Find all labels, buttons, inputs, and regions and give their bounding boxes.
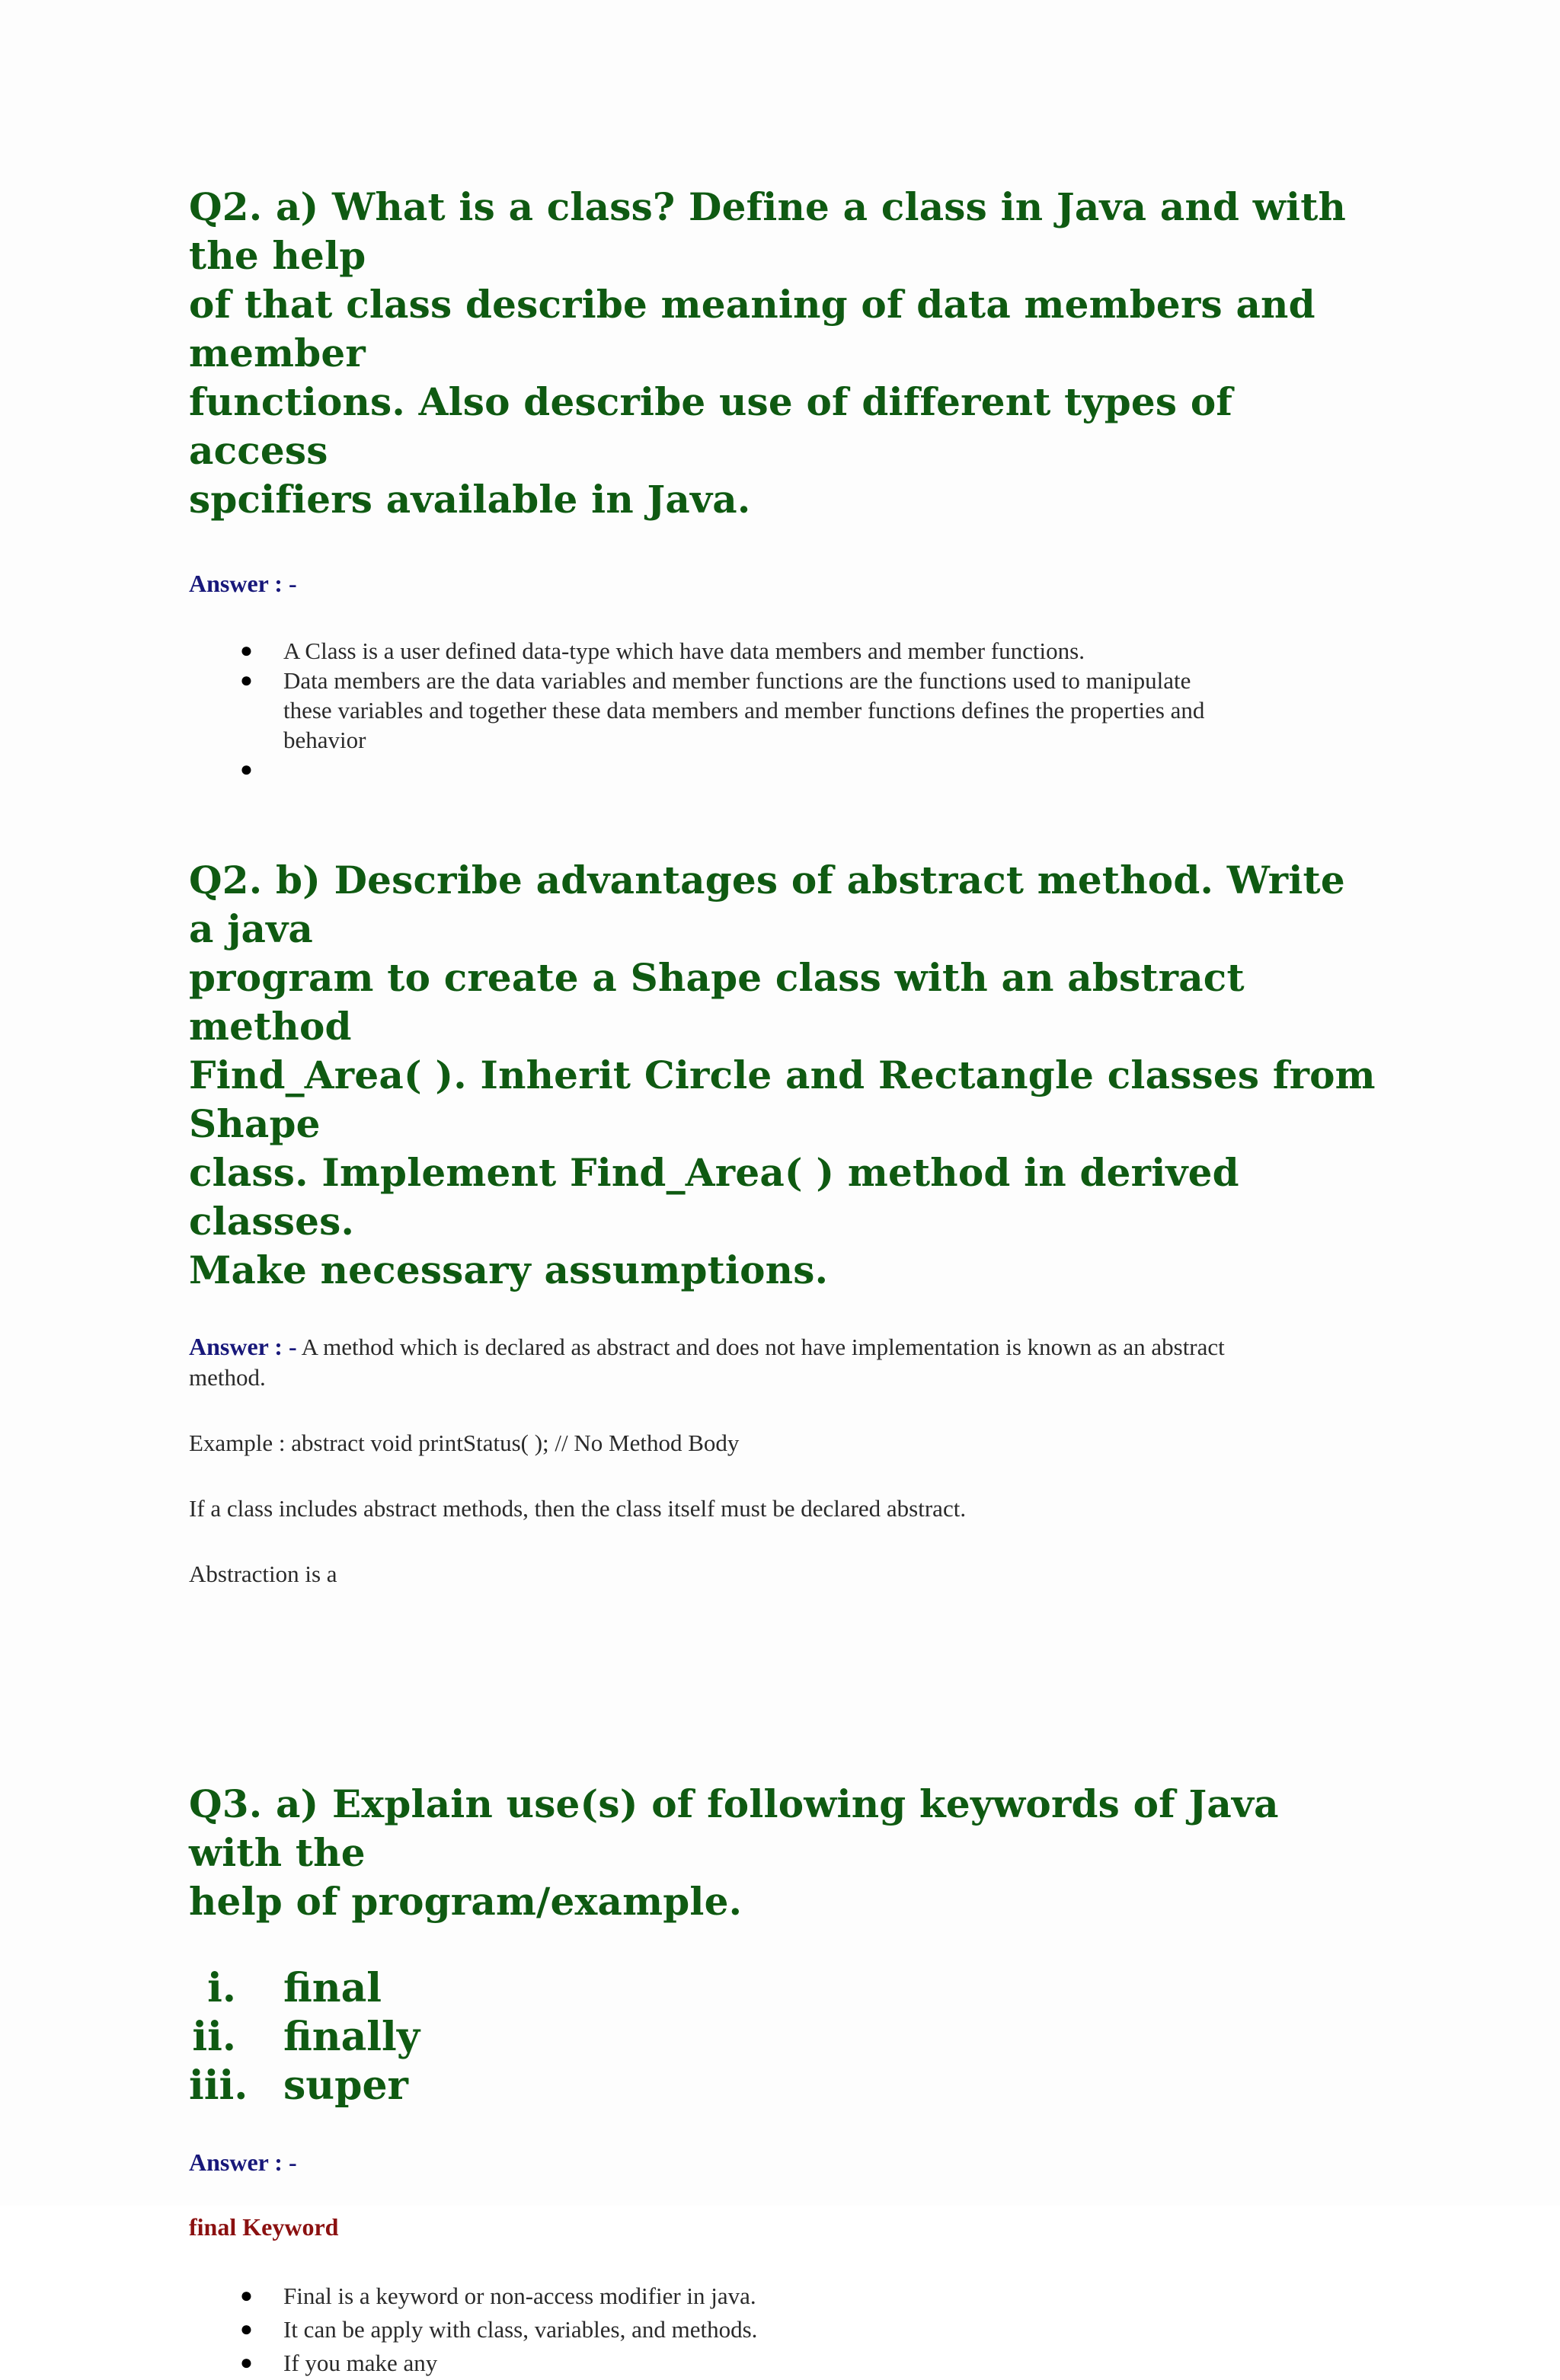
list-number: ii.: [192, 2014, 236, 2060]
bullet-icon: ●: [240, 2351, 253, 2375]
q3a-heading-line: help of program/example.: [189, 1879, 743, 1924]
q2b-heading: [189, 856, 1377, 1295]
list-item: [189, 1964, 1377, 2013]
q2b-answer: [189, 1331, 1377, 1363]
list-item: ● Final is a keyword or non-access modifier in java.: [189, 2279, 1377, 2313]
q2b-rule: If a class includes abstract methods, then the class itself must be declared abstract.: [189, 1495, 967, 1522]
q2b-answer-label: Answer : -: [189, 1333, 297, 1360]
q3a-heading: [189, 1780, 1377, 1926]
q3a-answer-label: Answer : -: [189, 2148, 297, 2176]
question-q2a: [189, 183, 1377, 784]
q2b-abstraction: Abstraction is a: [189, 1561, 337, 1587]
q2a-answer-label: Answer : -: [189, 570, 297, 597]
q2a-heading: [189, 183, 1377, 524]
q2b-heading-line: Find_Area( ). Inherit Circle and Rectangle classes from Shape: [189, 1053, 1376, 1146]
list-item: [189, 755, 1377, 784]
q3a-heading-line: Q3. a) Explain use(s) of following keywords of Java with the: [189, 1781, 1279, 1875]
list-number: iii.: [189, 2062, 248, 2109]
bullet-icon: ●: [240, 758, 253, 781]
list-item: [189, 2062, 1377, 2110]
q2b-answer-continued: method.: [189, 1364, 266, 1391]
list-item: ● It can be apply with class, variables, and methods.: [189, 2313, 1377, 2346]
q2a-heading-line: of that class describe meaning of data members and member: [189, 282, 1315, 375]
q2b-example: Example : abstract void printStatus( ); // No Method Body: [189, 1430, 740, 1456]
q2b-heading-line: class. Implement Find_Area( ) method in derived classes.: [189, 1150, 1239, 1244]
q2a-heading-line: Q2. a) What is a class? Define a class in Java and with the help: [189, 184, 1347, 278]
q2b-answer-text: A method which is declared as abstract and does not have implementation is known as an abstract: [301, 1334, 1225, 1360]
bullet-icon: ●: [240, 669, 253, 692]
question-q2b: [189, 856, 1377, 1589]
final-keyword-title: final Keyword: [189, 2213, 339, 2241]
list-item: ● A Class is a user defined data-type which have data members and member functions.: [240, 637, 1085, 664]
keyword-text: final: [283, 1965, 382, 2011]
q2b-heading-line: Make necessary assumptions.: [189, 1248, 829, 1292]
bullet-icon: ●: [240, 639, 253, 663]
page-content: [189, 183, 1377, 2380]
list-item: ● Data members are the data variables and member functions are the functions used to manipulate these variables and together these data members and member functions defines the properties and behavior: [240, 667, 1205, 753]
list-item: ● If you make any: [189, 2346, 1377, 2380]
q2a-bullet-list: [189, 636, 1377, 784]
q3a-bullet-list: [189, 2279, 1377, 2380]
q2b-heading-line: program to create a Shape class with an abstract method: [189, 955, 1245, 1049]
keyword-text: finally: [283, 2014, 420, 2060]
bullet-icon: ●: [240, 2318, 253, 2341]
list-number: i.: [207, 1965, 236, 2011]
list-item: [189, 2013, 1377, 2062]
question-q3a: [189, 1780, 1377, 2380]
bullet-icon: ●: [240, 2284, 253, 2308]
q2a-heading-line: functions. Also describe use of different types of access: [189, 379, 1233, 473]
q2a-heading-line: spcifiers available in Java.: [189, 477, 751, 522]
q2b-heading-line: Q2. b) Describe advantages of abstract method. Write a java: [189, 858, 1345, 951]
q3a-keyword-list: [189, 1964, 1377, 2110]
keyword-text: super: [283, 2062, 408, 2109]
